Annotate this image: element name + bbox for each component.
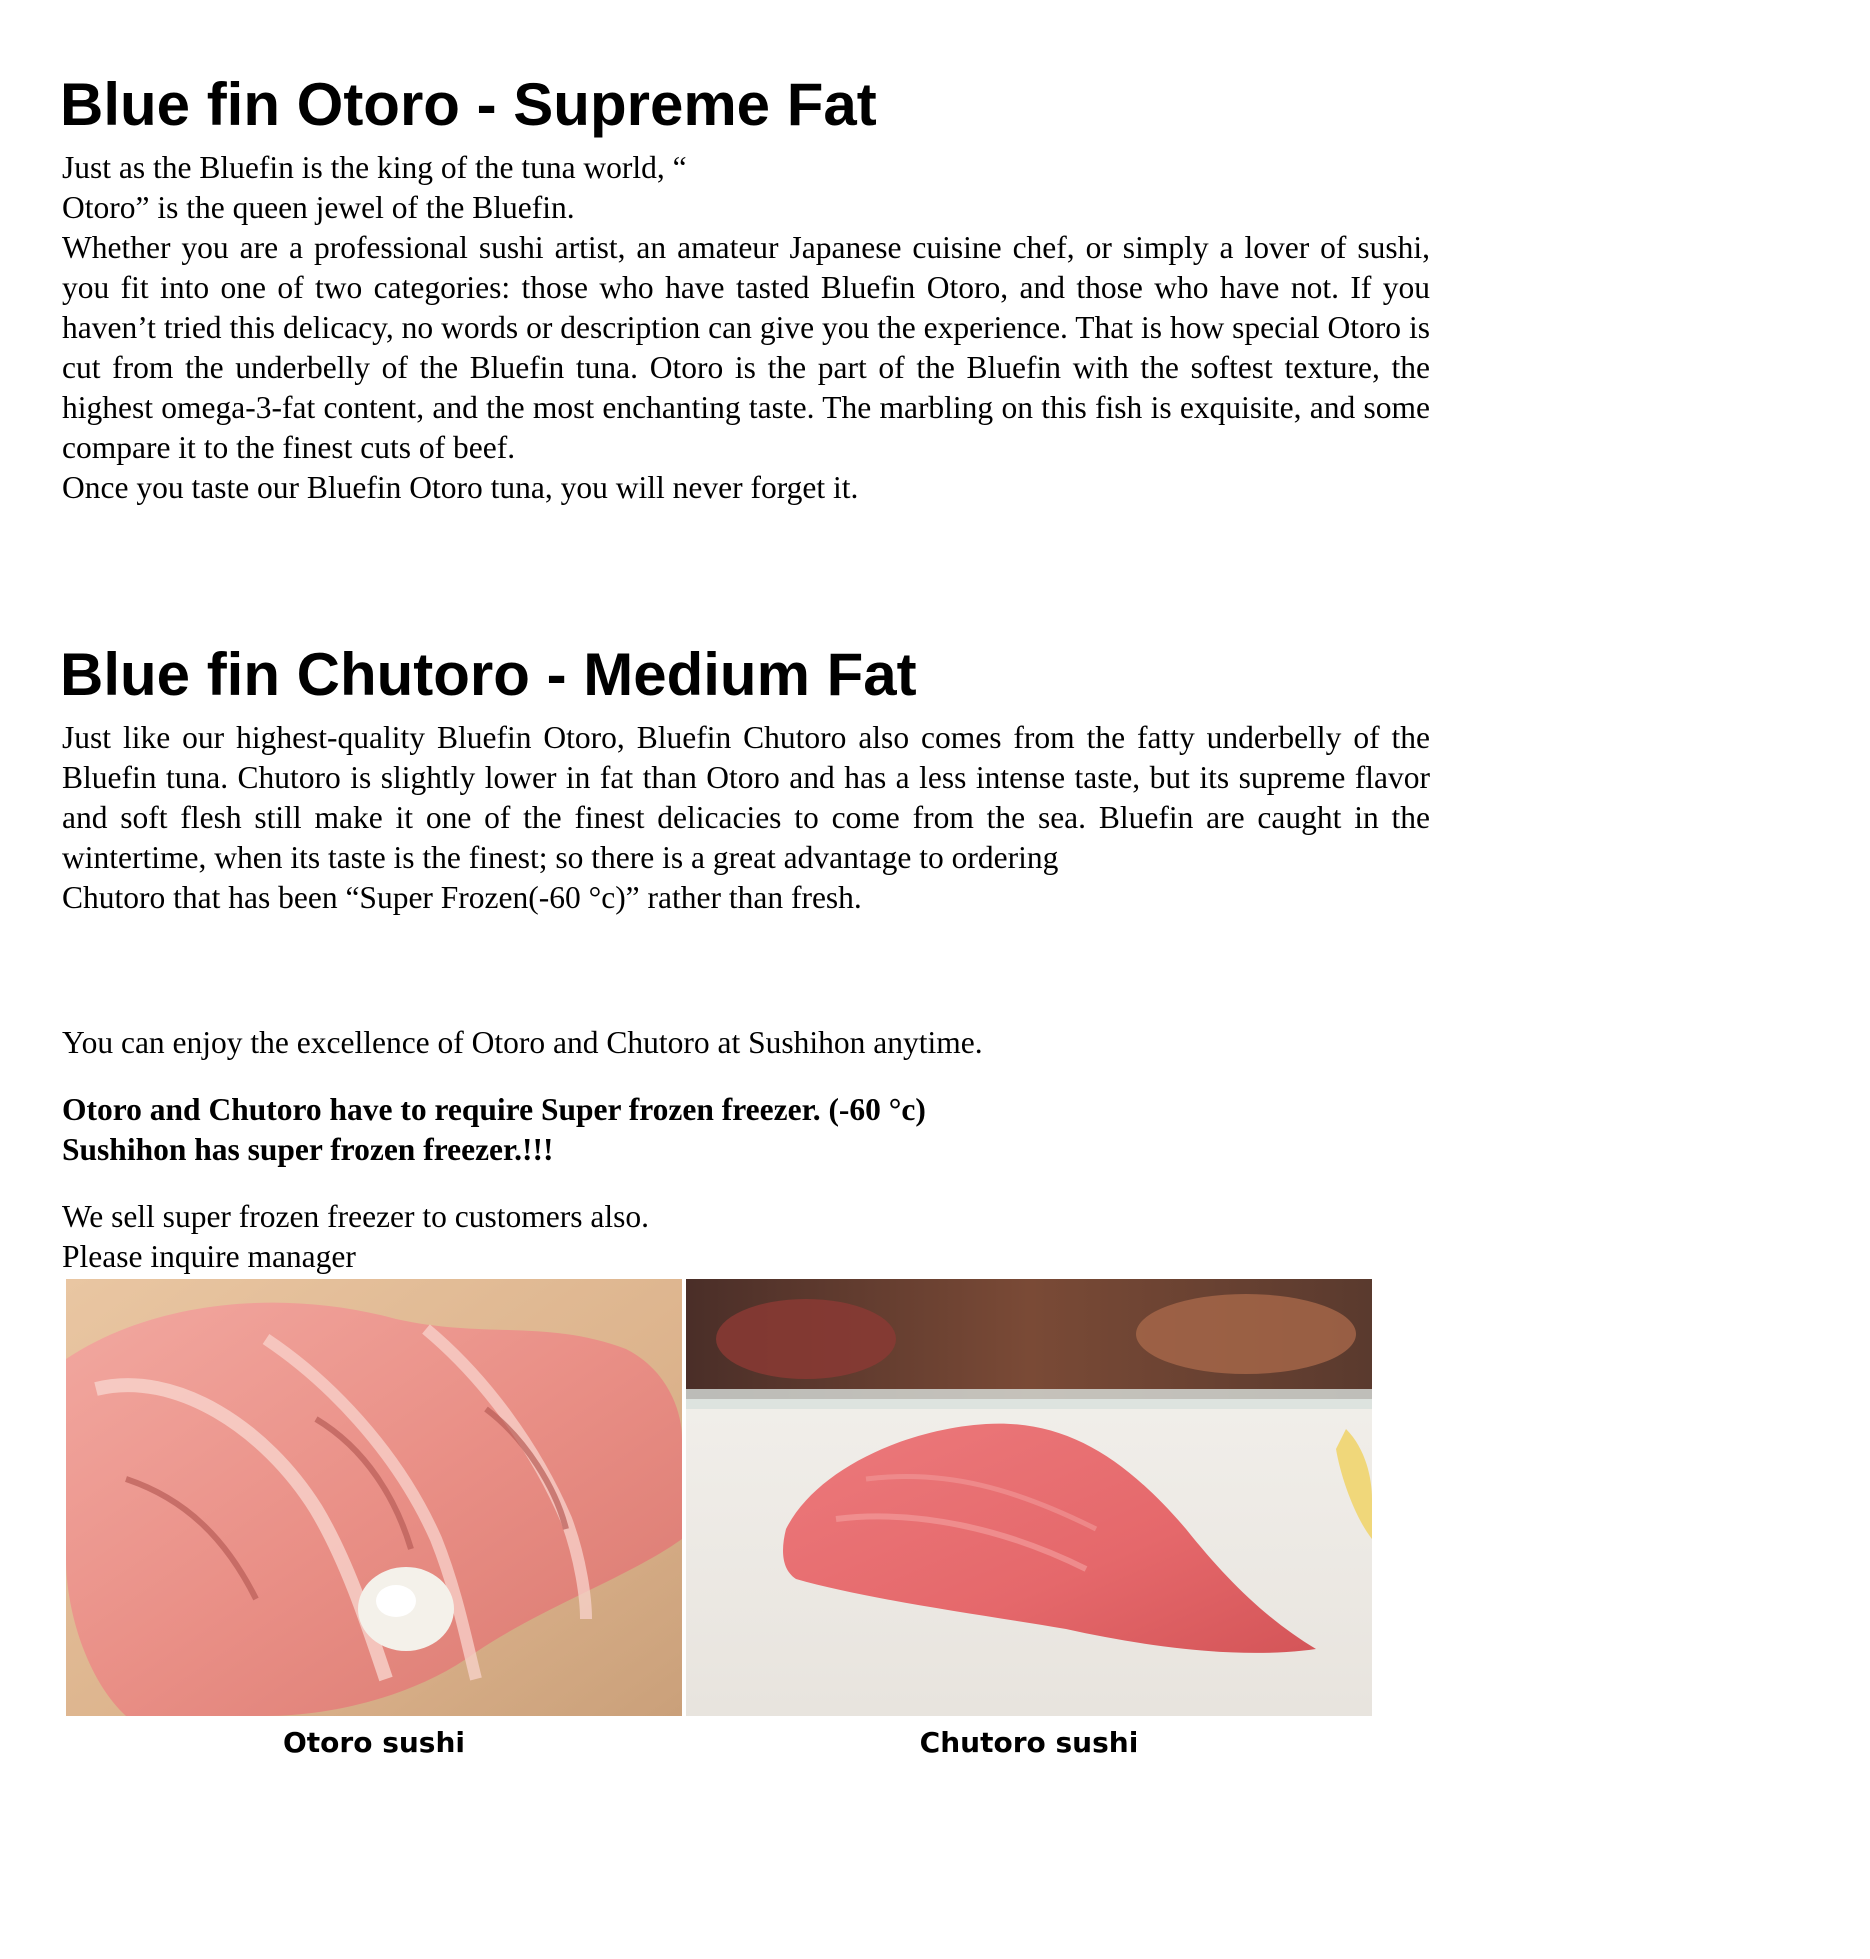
- notice-line-2: Sushihon has super frozen freezer.!!!: [62, 1132, 554, 1167]
- chutoro-line-1: Just like our highest-quality Bluefin Otoro, Bluefin Chutoro also comes from the fatty underbelly of the Bluefin tuna. Chutoro is slightly lower in fat than Otoro and has a less intense taste, but its supreme flavor and soft flesh still make it one of the finest delicacies to come from the sea. Bluefin are caught in the wintertime, when its taste is the finest; so there is a great advantage to ordering: [62, 720, 1430, 875]
- notice-line-1: Otoro and Chutoro have to require Super frozen freezer. (-60 °c): [62, 1092, 926, 1127]
- enjoy-line: You can enjoy the excellence of Otoro and Chutoro at Sushihon anytime.: [62, 1025, 983, 1060]
- otoro-line-4: Once you taste our Bluefin Otoro tuna, you will never forget it.: [62, 470, 859, 505]
- otoro-caption: Otoro sushi: [282, 1726, 465, 1759]
- chutoro-sushi-photo: [686, 1279, 1372, 1716]
- chutoro-heading: Blue fin Chutoro - Medium Fat: [60, 641, 917, 708]
- chutoro-paragraph: [62, 718, 1430, 918]
- otoro-line-1: Just as the Bluefin is the king of the tuna world, “: [62, 150, 687, 185]
- chutoro-caption: Chutoro sushi: [919, 1726, 1139, 1759]
- otoro-paragraph: [62, 148, 1430, 508]
- chutoro-line-2: Chutoro that has been “Super Frozen(-60 °c)” rather than fresh.: [62, 880, 862, 915]
- sales-note: [62, 1197, 1430, 1277]
- otoro-sushi-photo: [66, 1279, 682, 1716]
- sales-line-2: Please inquire manager: [62, 1239, 356, 1274]
- otoro-line-3: Whether you are a professional sushi artist, an amateur Japanese cuisine chef, or simply a lover of sushi, you fit into one of two categories: those who have tasted Bluefin Otoro, and those who have not. If you haven’t tried this delicacy, no words or description can give you the experience. That is how special Otoro is cut from the underbelly of the Bluefin tuna. Otoro is the part of the Bluefin with the softest texture, the highest omega-3-fat content, and the most enchanting taste. The marbling on this fish is exquisite, and some compare it to the finest cuts of beef.: [62, 230, 1430, 465]
- otoro-line-2: Otoro” is the queen jewel of the Bluefin.: [62, 190, 575, 225]
- freezer-notice: [62, 1090, 1430, 1170]
- sales-line-1: We sell super frozen freezer to customers also.: [62, 1199, 649, 1234]
- otoro-heading: Blue fin Otoro - Supreme Fat: [60, 71, 877, 138]
